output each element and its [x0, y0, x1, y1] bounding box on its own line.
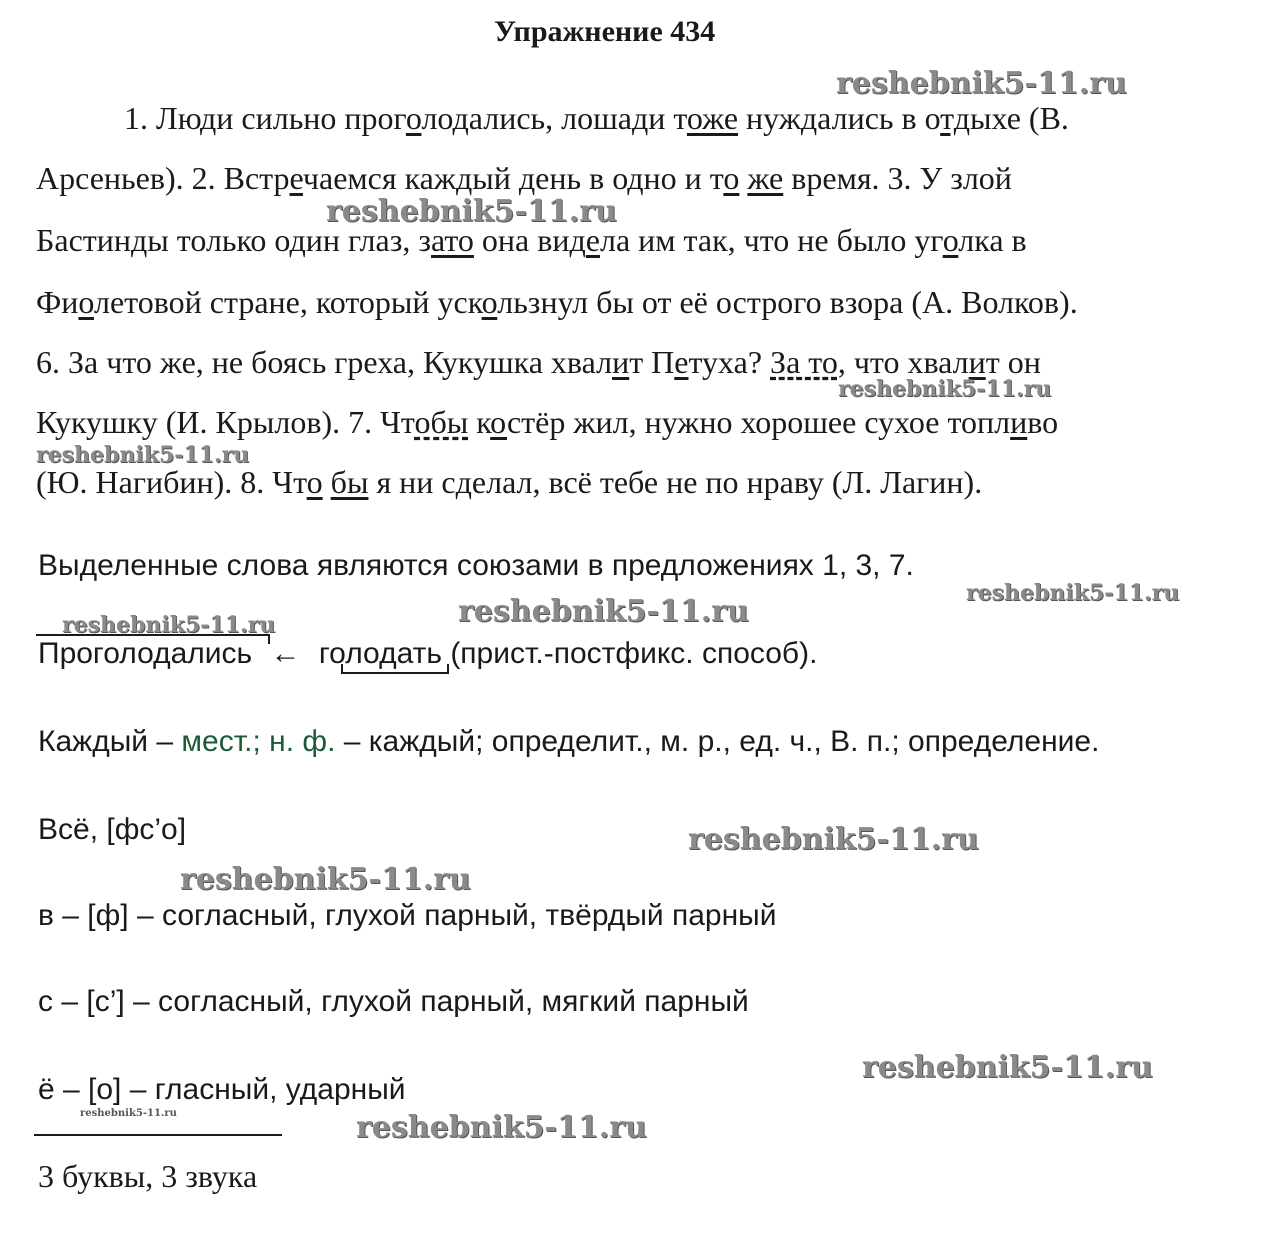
text-line-1: 1. Люди сильно проголодались, лошади тоже нуждались в отдыхе (В.	[124, 100, 1069, 136]
watermark: reshebnik5-11.ru	[356, 1110, 647, 1145]
text-line-6: Кукушку (И. Крылов). 7. Чтобы костёр жил, нужно хорошее сухое топливо	[36, 404, 1059, 440]
morph-base: голодать	[318, 637, 442, 670]
watermark: reshebnik5-11.ru	[862, 1050, 1153, 1085]
morph-method: (прист.-постфикс. способ).	[450, 637, 818, 670]
watermark: reshebnik5-11.ru	[966, 580, 1180, 606]
phonetic-yo: ё – [о] – гласный, ударный	[38, 1073, 406, 1106]
watermark: reshebnik5-11.ru	[836, 66, 1127, 101]
conjunctions-statement: Выделенные слова являются союзами в предложениях 1, 3, 7.	[38, 549, 914, 582]
text-line-4: Фиолетовой стране, который ускользнул бы от её острого взора (А. Волков).	[36, 284, 1078, 320]
morphological-parse: Каждый – мест.; н. ф. – каждый; определит., м. р., ед. ч., В. п.; определение.	[38, 725, 1100, 758]
suffix-bracket	[341, 664, 449, 674]
text-line-2: Арсеньев). 2. Встречаемся каждый день в одно и то же время. 3. У злой	[36, 160, 1012, 196]
phonetic-s: с – [с’] – согласный, глухой парный, мягкий парный	[38, 985, 749, 1018]
watermark: reshebnik5-11.ru	[688, 822, 979, 857]
watermark: reshebnik5-11.ru	[62, 612, 276, 638]
phonetic-v: в – [ф] – согласный, глухой парный, твёрдый парный	[38, 899, 777, 932]
divider	[34, 1134, 282, 1136]
watermark: reshebnik5-11.ru	[838, 376, 1052, 402]
watermark: reshebnik5-11.ru	[80, 1108, 177, 1119]
text-line-3: Бастинды только один глаз, зато она видела им так, что не было уголка в	[36, 222, 1027, 258]
watermark: reshebnik5-11.ru	[180, 862, 471, 897]
arrow-left-icon: ←	[270, 637, 301, 670]
text-line-7: (Ю. Нагибин). 8. Что бы я ни сделал, всё тебе не по нраву (Л. Лагин).	[36, 464, 983, 500]
text-line-5: 6. За что же, не боясь греха, Кукушка хвалит Петуха? За то, что хвалит он	[36, 344, 1041, 380]
phonetic-summary: 3 буквы, 3 звука	[38, 1158, 258, 1194]
watermark: reshebnik5-11.ru	[326, 194, 617, 229]
parse-part-of-speech: мест.; н. ф.	[181, 725, 336, 758]
watermark: reshebnik5-11.ru	[36, 442, 250, 468]
phonetic-word: Всё, [фс’о]	[38, 813, 187, 846]
morph-word: Проголодались	[38, 637, 253, 670]
watermark: reshebnik5-11.ru	[458, 594, 749, 629]
page-title: Упражнение 434	[494, 15, 716, 48]
